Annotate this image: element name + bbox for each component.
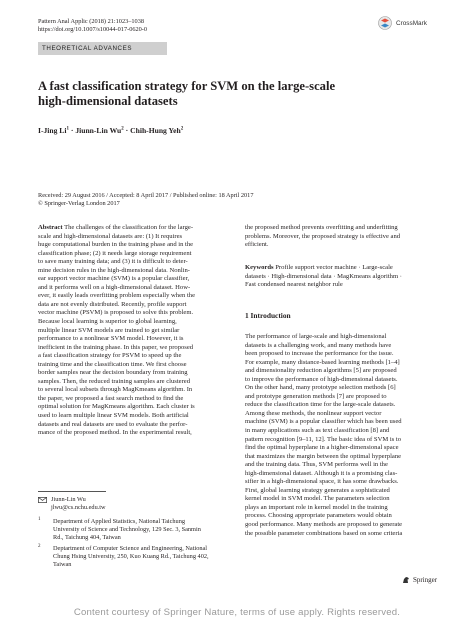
footnote-line: Chung Hsing University, 250, Kuo Kuang Rd., Taichung 402, — [53, 553, 209, 561]
keywords-line: Fast condensed nearest neighbor rule — [245, 281, 343, 289]
introduction-line: the possible parameter combinations based on some criteria — [245, 529, 403, 537]
keywords-line: Keywords Profile support vector machine · Large-scale — [245, 264, 393, 271]
introduction-line: On the other hand, many prototype selection methods [6] — [245, 384, 396, 392]
abstract-line: efficient. — [245, 241, 269, 249]
abstract-line: Abstract The challenges of the classification for the large- — [38, 224, 194, 231]
abstract — [38, 224, 232, 438]
keywords-line: datasets · High-dimensional data · MagKmeans algorithm · — [245, 272, 402, 280]
abstract-line: border samples near the decision boundary from training — [38, 369, 188, 377]
title-line-2: high-dimensional datasets — [38, 93, 178, 108]
abstract-line: vector machine (PSVM) is proposed to solve this problem. — [38, 309, 194, 317]
author-name[interactable]: Jiunn-Lin Wu — [75, 126, 122, 135]
abstract-line: Because local learning is superior to global learning, — [38, 318, 177, 326]
footnote-line: Deptartment of Computer Science and Engineering, National — [53, 545, 208, 552]
abstract-line: used to learn multiple linear SVM models. Both artificial — [38, 412, 189, 420]
introduction-line: process. Choosing appropriate parameters would obtain — [245, 512, 392, 520]
history-dates: Received: 29 August 2016 / Accepted: 8 April 2017 / Published online: 18 April 2017 — [38, 192, 254, 199]
publisher-name: Springer — [413, 576, 438, 584]
publisher-logo — [402, 576, 437, 584]
affiliation-footnote — [38, 518, 218, 543]
abstract-line: ever, it easily leads overfitting problem especially when the — [38, 292, 196, 300]
abstract-line: classification phase; (2) it needs large storage requirement — [38, 249, 192, 257]
author-affiliation-marker: 2 — [180, 126, 184, 132]
introduction-line: plays an important role in kernel model in the training — [245, 503, 388, 511]
abstract-line: mance of the proposed method. In the experimental result, — [38, 429, 192, 437]
keywords-label: Keywords — [245, 264, 274, 271]
journal-citation — [38, 18, 147, 34]
author-separator: · — [68, 126, 76, 135]
introduction-body — [245, 333, 436, 538]
abstract-line: data are not evenly distributed. Recently, profile support — [38, 300, 187, 308]
abstract-line: performance to a nonlinear SVM model. However, it is — [38, 335, 184, 343]
author-separator: · — [123, 126, 131, 135]
footnote-divider — [38, 491, 106, 492]
abstract-line: to save many training data; and (3) it is difficult to deter- — [38, 258, 188, 266]
introduction-line: reduce the classification time for the large-scale datasets. — [245, 401, 396, 409]
author-affiliation-marker: 2 — [121, 126, 124, 132]
copyright-line: © Springer-Verlag London 2017 — [38, 200, 120, 208]
abstract-line: inefficient in the training phase. In this paper, we proposed — [38, 343, 194, 351]
title-line-1: A fast classification strategy for SVM on the large-scale — [38, 79, 336, 93]
introduction-line: to improve the performance of high-dimensional datasets. — [245, 375, 398, 383]
introduction-line: in many applications such as text classification [8] and — [245, 427, 390, 435]
crossmark-label: CrossMark — [396, 19, 427, 27]
crossmark-badge[interactable] — [378, 16, 427, 30]
abstract-line: mine decision rules in the high-dimensional data. Nonlin- — [38, 266, 190, 274]
introduction-line: and dimensionality reduction algorithms [5] are proposed — [245, 367, 397, 375]
journal-volume-pages: Pattern Anal Applic (2018) 21:1023–1038 — [38, 18, 144, 25]
introduction-line: that maximizes the margin between the optimal hyperplane — [245, 452, 402, 460]
doi-link[interactable]: https://doi.org/10.1007/s10044-017-0620-0 — [38, 26, 148, 34]
author-name[interactable]: I-Jing Li — [38, 126, 67, 135]
article-type-banner: THEORETICAL ADVANCES — [38, 42, 167, 55]
corresponding-author-email[interactable]: jlwu@cs.nchu.edu.tw — [51, 504, 106, 512]
abstract-line: the paper, we proposed a fast search method to find the — [38, 394, 184, 402]
footnote-line: Rd., Taichung 404, Taiwan — [53, 534, 121, 542]
abstract-line: optimal solution for MagKmeans algorithm. Each cluster is — [38, 403, 195, 411]
abstract-line: and it performs well on a high-dimensional dataset. How- — [38, 283, 191, 291]
crossmark-icon — [378, 16, 392, 30]
abstract-line: multiple linear SVM models are trained to get similar — [38, 326, 180, 334]
abstract-line: samples. Then, the reduced training samples are clustered — [38, 377, 191, 385]
introduction-line: First, global learning strategy generates a sophisticated — [245, 486, 390, 494]
keywords — [245, 264, 436, 290]
footnote-number: 2 — [38, 544, 41, 549]
introduction-line: high-dimensional dataset. Although it is a promising clas- — [245, 469, 398, 477]
envelope-icon — [38, 497, 47, 503]
author-affiliation-marker: 1 — [66, 126, 69, 132]
introduction-line: kernel model in SVM model. The parameters selection — [245, 495, 390, 503]
corresponding-author-name: Jiunn-Lin Wu — [51, 496, 86, 503]
introduction-line: machine (SVM) is a popular classifier which has been used — [245, 418, 402, 426]
abstract-line: training time and the classification time. We first choose — [38, 360, 187, 368]
publication-dates — [38, 192, 418, 208]
abstract-line: ear support vector machine (SVM) is a popular classifier, — [38, 275, 190, 283]
introduction-line: been proposed to increase the performance for the issue. — [245, 350, 394, 358]
abstract-line: huge computational burden in the training phase and in the — [38, 241, 194, 249]
footnote-line: University of Science and Technology, 129 Sec. 3, Sanmin — [53, 526, 201, 534]
introduction-line: pattern recognition [9–11, 12]. The basic idea of SVM is to — [245, 435, 402, 443]
paper-title — [38, 79, 418, 108]
footnote-line: Department of Applied Statistics, National Taichung — [53, 518, 186, 525]
introduction-line: good performance. Many methods are proposed to generate — [245, 521, 403, 529]
author-list — [38, 126, 183, 135]
abstract-continuation — [245, 224, 436, 250]
springer-horse-icon — [402, 576, 410, 584]
abstract-line: scale and high-dimensional datasets are: (1) It requires — [38, 232, 183, 240]
section-heading-introduction: 1 Introduction — [245, 311, 291, 320]
introduction-line: The performance of large-scale and high-dimensional — [245, 333, 387, 340]
footnote-line: Taiwan — [53, 561, 72, 569]
abstract-label: Abstract — [38, 224, 63, 231]
abstract-line: problems. Moreover, the proposed strategy is effective and — [245, 232, 401, 240]
footnote-number: 1 — [38, 517, 41, 522]
introduction-line: find the optimal hyperplane in a higher-dimensional space — [245, 444, 399, 452]
introduction-line: and the training data. Thus, SVM performs well in the — [245, 461, 388, 469]
author-name[interactable]: Chih-Hung Yeh — [130, 126, 181, 135]
introduction-line: and prototype generation methods [7] are proposed to — [245, 392, 387, 400]
corresponding-author — [38, 496, 228, 512]
usage-notice: Content courtesy of Springer Nature, terms of use apply. Rights reserved. — [0, 596, 474, 629]
introduction-line: Among these methods, the nonlinear support vector — [245, 409, 382, 417]
introduction-line: sifier in a high-dimensional space, it has some drawbacks. — [245, 478, 399, 486]
introduction-line: For example, many distance-based learning methods [1–4] — [245, 358, 400, 366]
affiliation-footnote — [38, 545, 218, 570]
introduction-line: datasets is a challenging work, and many methods have — [245, 341, 392, 349]
abstract-line: to several local subsets through MagKmeans algorithm. In — [38, 386, 193, 394]
abstract-line: a fast classification strategy for PSVM to speed up the — [38, 352, 182, 360]
abstract-line: datasets and real datasets are used to evaluate the perfor- — [38, 420, 188, 428]
abstract-line: the proposed method prevents overfitting and underfitting — [245, 224, 398, 231]
